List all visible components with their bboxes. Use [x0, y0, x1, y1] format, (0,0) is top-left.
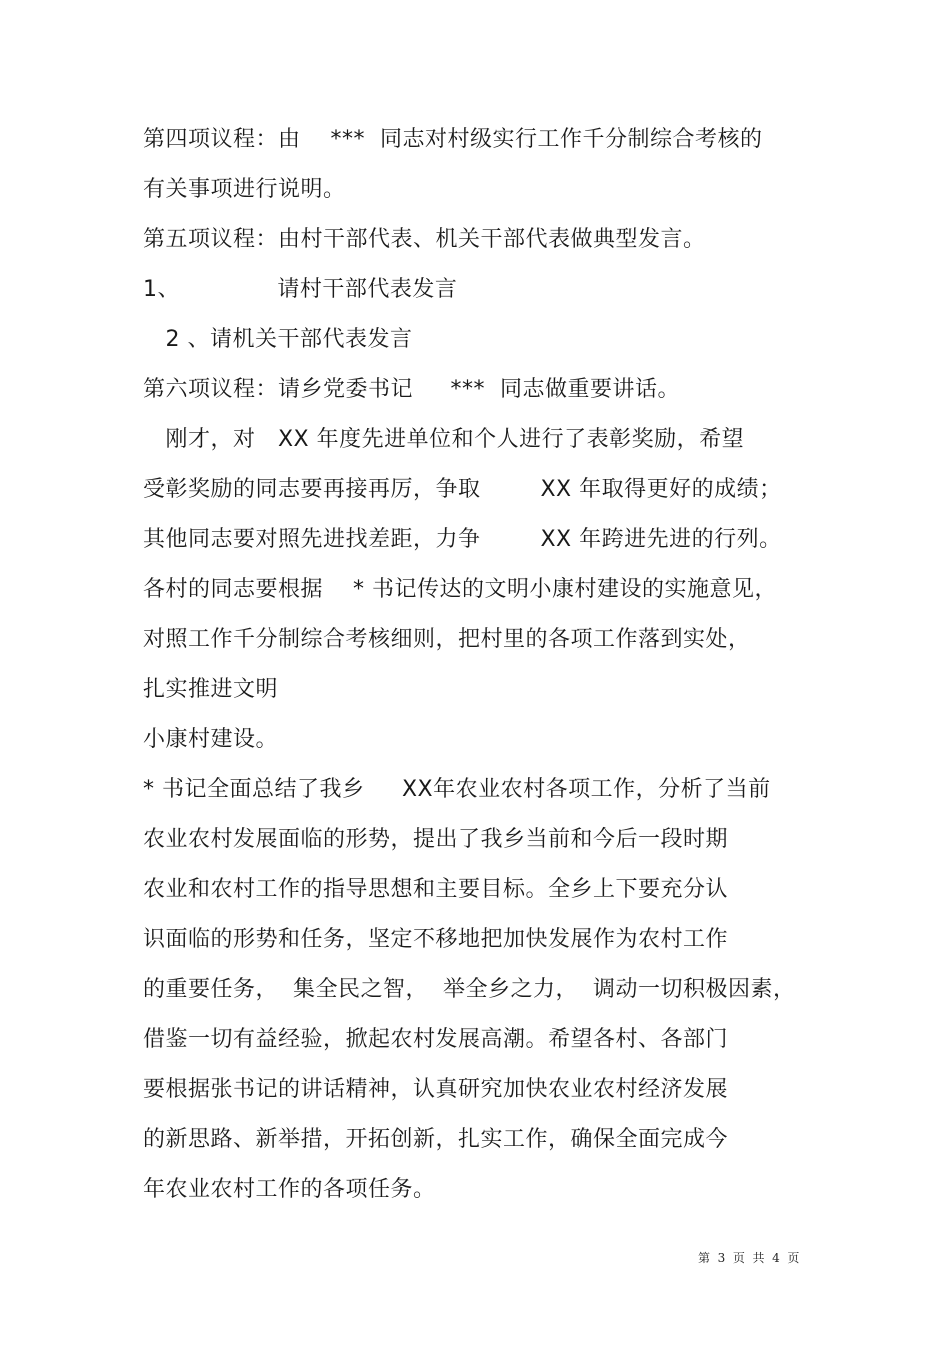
text-line: 有关事项进行说明。 [143, 177, 346, 202]
text-line: 的新思路、新举措，开拓创新，扎实工作，确保全面完成今 [143, 1127, 729, 1152]
text-line: 各村的同志要根据 * 书记传达的文明小康村建设的实施意见， [143, 577, 777, 602]
text-line: * 书记全面总结了我乡 XX年农业农村各项工作，分析了当前 [143, 777, 771, 802]
text-line: 第四项议程：由 *** 同志对村级实行工作千分制综合考核的 [143, 127, 763, 152]
text-line: 第六项议程：请乡党委书记 *** 同志做重要讲话。 [143, 377, 680, 402]
text-line: 对照工作千分制综合考核细则，把村里的各项工作落到实处， [143, 627, 751, 652]
text-line: 借鉴一切有益经验，掀起农村发展高潮。希望各村、各部门 [143, 1027, 729, 1052]
text-line: 第五项议程：由村干部代表、机关干部代表做典型发言。 [143, 227, 706, 252]
text-line: 刚才，对 XX 年度先进单位和个人进行了表彰奖励，希望 [143, 427, 745, 452]
page-number: 第 3 页 共 4 页 [698, 1251, 800, 1265]
text-line: 农业农村发展面临的形势，提出了我乡当前和今后一段时期 [143, 827, 729, 852]
text-line: 农业和农村工作的指导思想和主要目标。全乡上下要充分认 [143, 877, 729, 902]
text-line: 2 、请机关干部代表发言 [143, 327, 413, 352]
text-line: 受彰奖励的同志要再接再厉，争取 XX 年取得更好的成绩； [143, 477, 782, 502]
text-line: 小康村建设。 [143, 727, 279, 752]
text-line: 1、 请村干部代表发言 [143, 277, 458, 302]
text-line: 扎实推进文明 [143, 677, 279, 702]
text-line: 年农业农村工作的各项任务。 [143, 1177, 436, 1202]
text-line: 的重要任务， 集全民之智， 举全乡之力， 调动一切积极因素， [143, 977, 796, 1002]
text-line: 识面临的形势和任务，坚定不移地把加快发展作为农村工作 [143, 927, 729, 952]
text-line: 要根据张书记的讲话精神，认真研究加快农业农村经济发展 [143, 1077, 729, 1102]
text-line: 其他同志要对照先进找差距，力争 XX 年跨进先进的行列。 [143, 527, 782, 552]
